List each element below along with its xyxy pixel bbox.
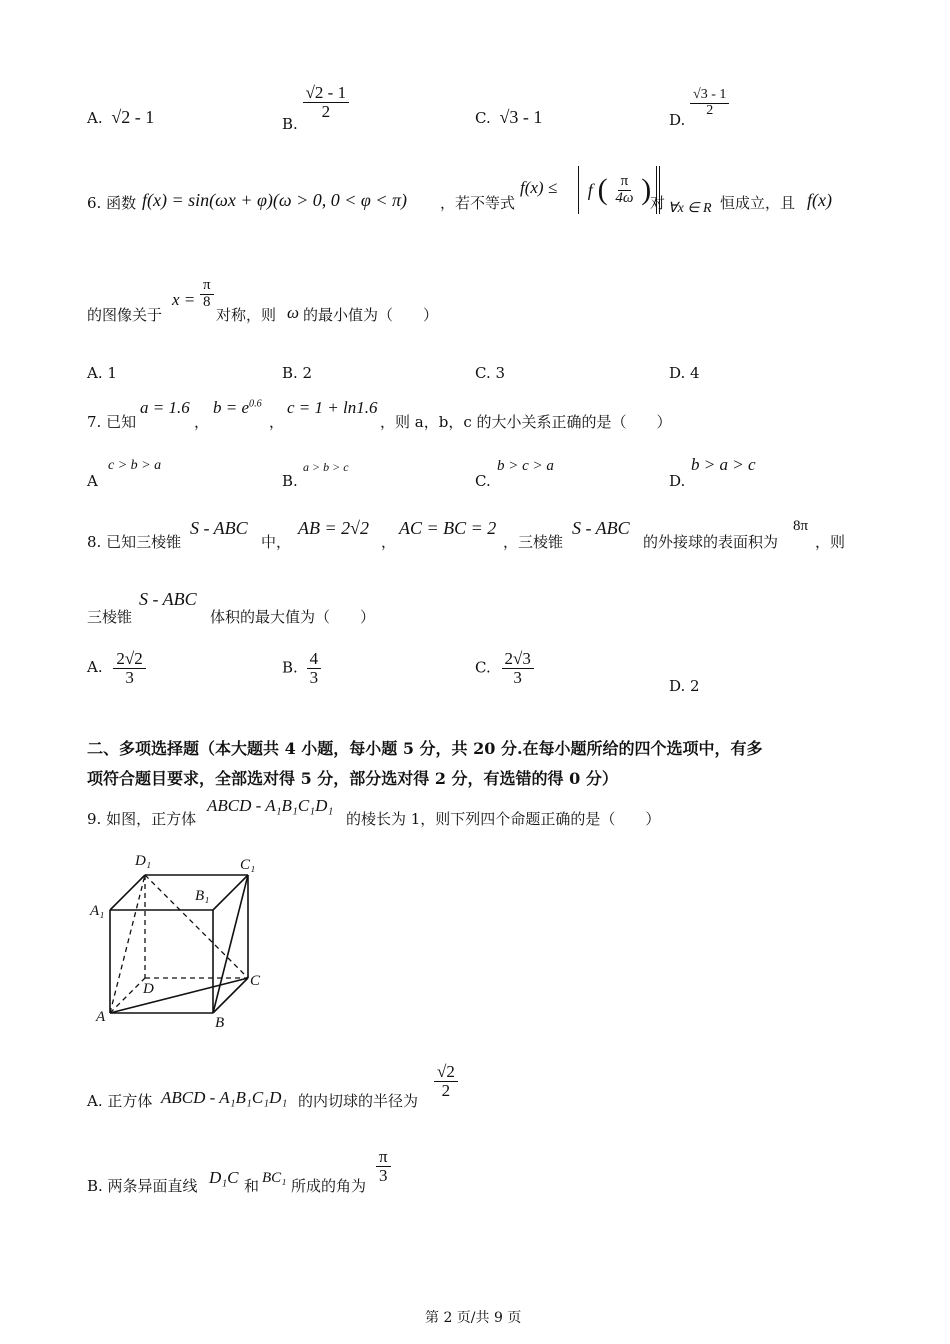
- label-d: D: [143, 981, 154, 997]
- q7-suffix: ，则 a，b，c 的大小关系正确的是（ ）: [380, 413, 672, 431]
- q7-option-b-label[interactable]: B.: [282, 472, 298, 490]
- q8-line2-prefix: 三棱锥: [87, 608, 133, 626]
- q8-area: 8π: [793, 518, 809, 534]
- q9-option-a-frac: $\frac{√2}{2}$: [434, 1063, 458, 1100]
- q6-line2-end: 的最小值为（ ）: [303, 306, 439, 324]
- q6-dui: 对: [650, 194, 666, 212]
- q6-tail: 恒成立，且: [720, 194, 796, 212]
- edge-ac: [110, 978, 248, 1013]
- q8-surface-text: 的外接球的表面积为: [643, 533, 779, 551]
- q7-prefix: 7. 已知: [87, 413, 137, 431]
- section-2-line2: 项符合题目要求，全部选对得 5 分，部分选对得 2 分，有选错的得 0 分）: [87, 769, 618, 788]
- q8-option-a[interactable]: A. $\frac{2√2}{3}$: [87, 650, 146, 687]
- q9-cube: ABCD - A₁B₁C₁D₁: [207, 796, 334, 815]
- q6-line2-suffix: 对称，则: [216, 306, 277, 324]
- q5-option-c[interactable]: C. √3 - 1: [475, 107, 543, 127]
- q9-suffix: 的棱长为 1，则下列四个命题正确的是（ ）: [346, 810, 661, 828]
- q8-zhong: 中，: [261, 533, 292, 551]
- q9-option-b-prefix[interactable]: B. 两条异面直线: [87, 1177, 198, 1195]
- q9-option-b-he: 和: [244, 1177, 260, 1195]
- q5-option-b[interactable]: B. $\frac{√2 - 1}{2}$: [282, 84, 349, 121]
- q8-tetrahedron: S - ABC: [190, 518, 248, 538]
- q9-option-a-prefix[interactable]: A. 正方体: [87, 1092, 153, 1110]
- q8-option-b[interactable]: B. $\frac{4}{3}$: [282, 650, 321, 687]
- q9-option-b-line2: BC₁: [262, 1170, 287, 1186]
- q5-option-c-expr: √3 - 1: [499, 107, 543, 127]
- q9-option-b-line1: D₁C: [209, 1168, 239, 1187]
- q7-option-a-label[interactable]: A: [87, 472, 98, 490]
- q7-option-b[interactable]: a > b > c: [303, 460, 349, 474]
- q6-line2-prefix: 的图像关于: [87, 306, 163, 324]
- label-a1: A₁: [90, 903, 105, 919]
- q5-option-a[interactable]: A. √2 - 1: [87, 107, 155, 127]
- q9-prefix: 9. 如图，正方体: [87, 810, 197, 828]
- section-2-line1: 二、多项选择题（本大题共 4 小题，每小题 5 分，共 20 分.在每小题所给的四个选项中，有多: [87, 739, 763, 758]
- q8-ab: AB = 2√2: [298, 518, 370, 538]
- q8-ze: ，则: [815, 533, 846, 551]
- label-c1: C₁: [240, 857, 256, 873]
- q8-option-c[interactable]: C. $\frac{2√3}{3}$: [475, 650, 534, 687]
- q9-option-a-mid: 的内切球的半径为: [298, 1092, 419, 1110]
- page-footer: 第 2 页/共 9 页: [425, 1310, 522, 1326]
- q7-a-def: a = 1.6: [140, 398, 190, 417]
- q6-option-a[interactable]: A. 1: [87, 364, 117, 382]
- q6-omega: ω: [287, 303, 300, 322]
- q7-option-d[interactable]: b > a > c: [691, 455, 756, 474]
- q9-option-b-mid: 所成的角为: [291, 1177, 367, 1195]
- label-b1: B₁: [195, 888, 210, 904]
- q8-line2-suffix: 体积的最大值为（ ）: [210, 608, 376, 626]
- q8-mid: ，三棱锥: [503, 533, 564, 551]
- edge-bc1: [213, 875, 248, 1013]
- q5-option-a-expr: √2 - 1: [111, 107, 155, 127]
- q6-function-def: f(x) = sin(ωx + φ)(ω > 0, 0 < φ < π): [142, 190, 408, 210]
- q6-forall: ∀x ∈ R: [668, 201, 712, 216]
- q8-prefix: 8. 已知三棱锥: [87, 533, 182, 551]
- q8-option-d[interactable]: D. 2: [669, 677, 700, 695]
- q7-option-c-label[interactable]: C.: [475, 472, 491, 490]
- label-a: A: [96, 1009, 106, 1025]
- q7-c-def: c = 1 + ln1.6: [287, 398, 378, 417]
- q5-option-b-frac: $\frac{√2 - 1}{2}$: [303, 84, 350, 121]
- q6-inequality-left: f(x) ≤: [520, 178, 558, 197]
- q8-tetrahedron-3: S - ABC: [139, 589, 197, 609]
- q5-option-d[interactable]: D. $\frac{√3 - 1}{2}$: [669, 88, 729, 118]
- q8-acbc: AC = BC = 2: [399, 518, 497, 538]
- q6-x-eq: x =: [172, 290, 196, 309]
- edge-ad1: [110, 875, 145, 1013]
- label-c: C: [250, 973, 261, 989]
- q6-option-d[interactable]: D. 4: [669, 364, 700, 382]
- q8-tetrahedron-2: S - ABC: [572, 518, 630, 538]
- q6-line1-prefix: 6. 函数: [87, 194, 137, 212]
- q7-option-d-label[interactable]: D.: [669, 472, 686, 490]
- q5-option-d-frac: $\frac{√3 - 1}{2}$: [690, 88, 729, 118]
- q6-x-frac: $\frac{\pi}{8}$: [200, 278, 214, 311]
- label-b: B: [215, 1015, 225, 1031]
- q7-option-a[interactable]: c > b > a: [108, 458, 162, 473]
- label-d1: D₁: [135, 853, 152, 869]
- cube-figure: [85, 845, 275, 1035]
- q6-mid-text: ，若不等式: [440, 194, 516, 212]
- q7-option-c[interactable]: b > c > a: [497, 458, 554, 474]
- q6-tail-func: f(x): [807, 190, 832, 210]
- q6-inequality-abs: f ( $\frac{\pi}{4\omega}$ ): [578, 166, 660, 214]
- edge-d1a1: [110, 875, 145, 910]
- q6-pi-over-4omega: $\frac{\pi}{4\omega}$: [615, 172, 634, 206]
- q7-b-def: $b = e^{0.6}$: [213, 398, 262, 417]
- q9-option-b-frac: $\frac{\pi}{3}$: [376, 1148, 391, 1185]
- q9-option-a-cube: ABCD - A₁B₁C₁D₁: [161, 1088, 288, 1107]
- q6-option-b[interactable]: B. 2: [282, 364, 313, 382]
- q6-option-c[interactable]: C. 3: [475, 364, 506, 382]
